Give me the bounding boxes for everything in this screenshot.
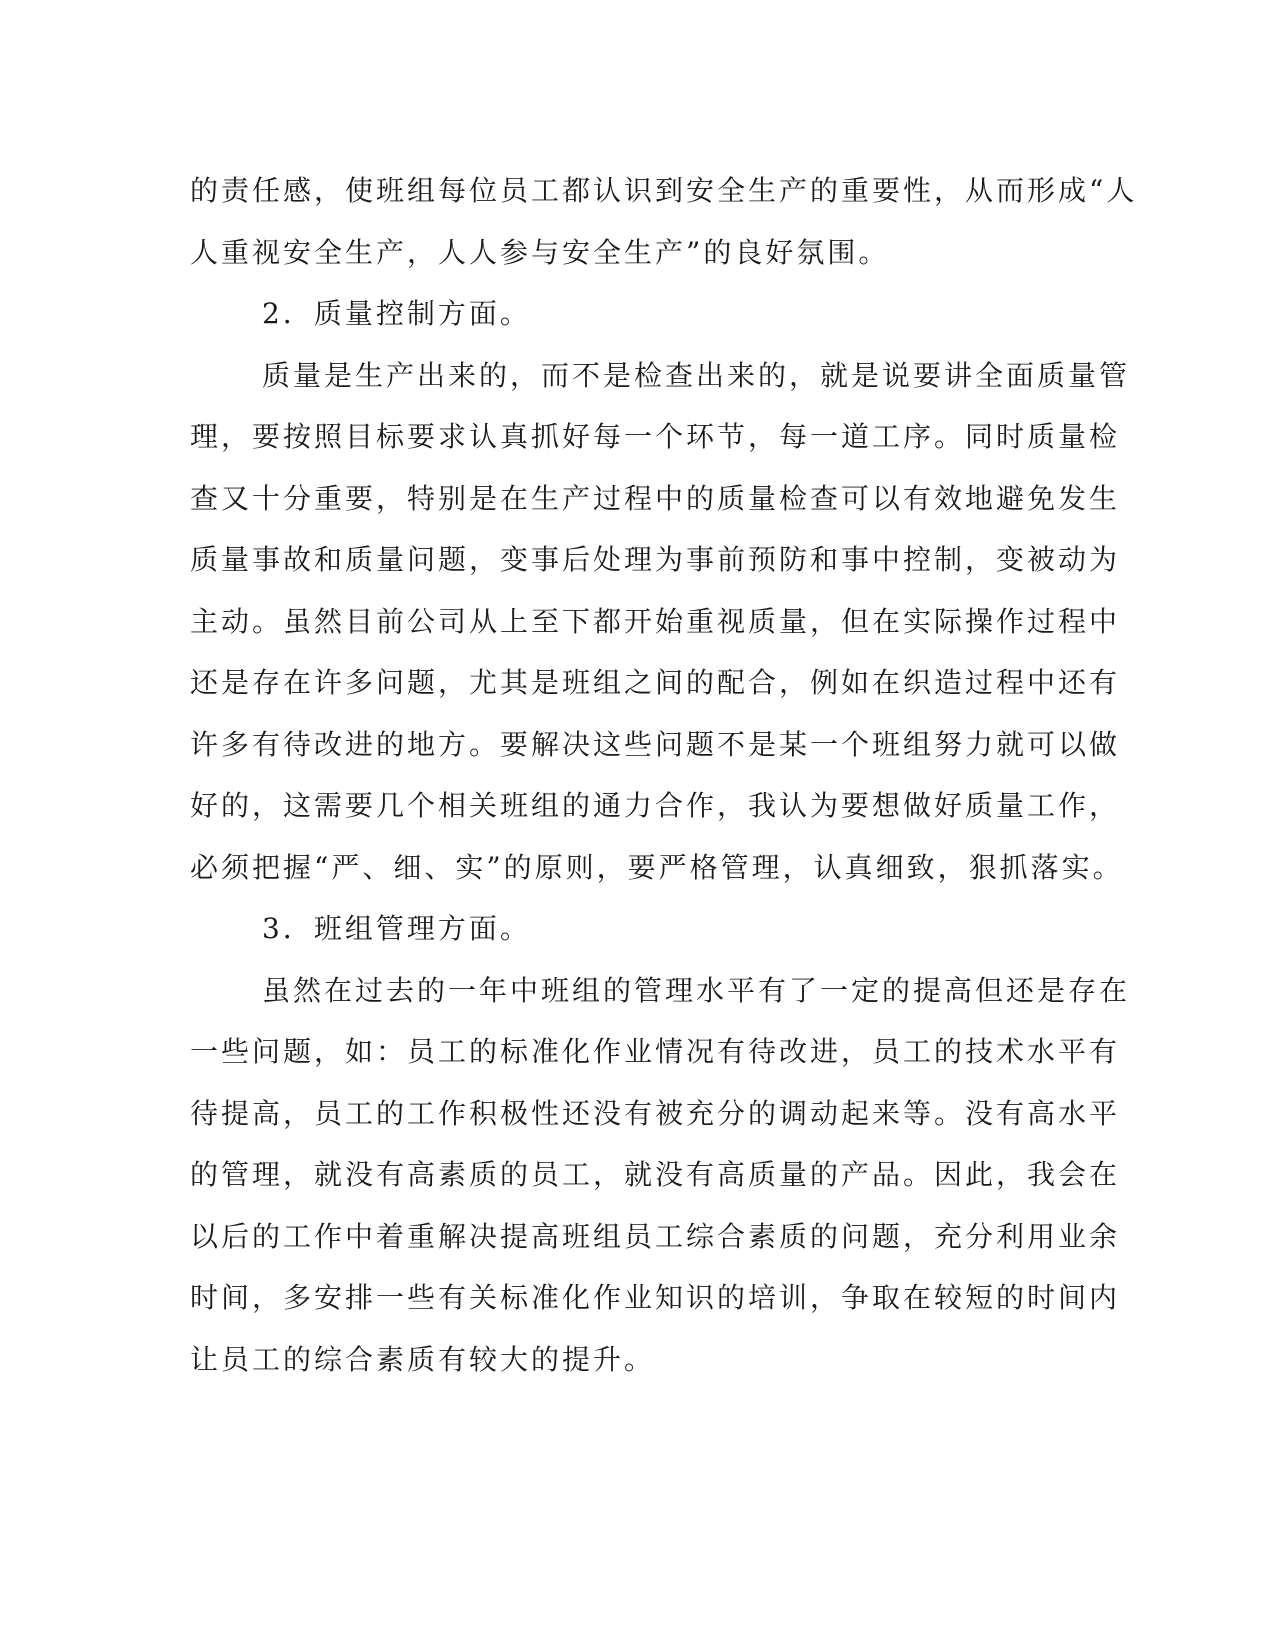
- text-line: 待提高，员工的工作积极性还没有被充分的调动起来等。没有高水平: [190, 1096, 1121, 1130]
- text-line: 好的，这需要几个相关班组的通力合作，我认为要想做好质量工作，: [190, 789, 1121, 822]
- text-line: 时间，多安排一些有关标准化作业知识的培训，争取在较短的时间内: [190, 1281, 1121, 1314]
- text-line: 必须把握“严、细、实”的原则，要严格管理，认真细致，狠抓落实。: [190, 850, 1124, 884]
- text-line: 让员工的综合素质有较大的提升。: [190, 1342, 656, 1376]
- text-line: 理，要按照目标要求认真抓好每一个环节，每一道工序。同时质量检: [190, 420, 1121, 453]
- text-line: 质量事故和质量问题，变事后处理为事前预防和事中控制，变被动为: [190, 543, 1121, 576]
- text-line: 许多有待改进的地方。要解决这些问题不是某一个班组努力就可以做: [190, 727, 1121, 761]
- text-line: 质量是生产出来的，而不是检查出来的，就是说要讲全面质量管: [262, 358, 1131, 392]
- section-heading: 3．班组管理方面。: [262, 912, 531, 945]
- text-line: 的管理，就没有高素质的员工，就没有高质量的产品。因此，我会在: [190, 1158, 1121, 1191]
- text-line: 一些问题，如：员工的标准化作业情况有待改进，员工的技术水平有: [190, 1035, 1121, 1068]
- text-line: 查又十分重要，特别是在生产过程中的质量检查可以有效地避免发生: [190, 481, 1121, 515]
- text-line: 人重视安全生产，人人参与安全生产”的良好氛围。: [190, 235, 890, 269]
- document-body: [190, 160, 1138, 1390]
- text-line: 还是存在许多问题，尤其是班组之间的配合，例如在织造过程中还有: [190, 666, 1121, 699]
- text-line: 的责任感，使班组每位员工都认识到安全生产的重要性，从而形成“人: [190, 174, 1138, 207]
- text-line: 主动。虽然目前公司从上至下都开始重视质量，但在实际操作过程中: [190, 604, 1121, 638]
- section-heading: 2．质量控制方面。: [262, 297, 531, 330]
- text-line: 以后的工作中着重解决提高班组员工综合素质的问题，充分利用业余: [190, 1219, 1121, 1253]
- text-line: 虽然在过去的一年中班组的管理水平有了一定的提高但还是存在: [262, 973, 1131, 1007]
